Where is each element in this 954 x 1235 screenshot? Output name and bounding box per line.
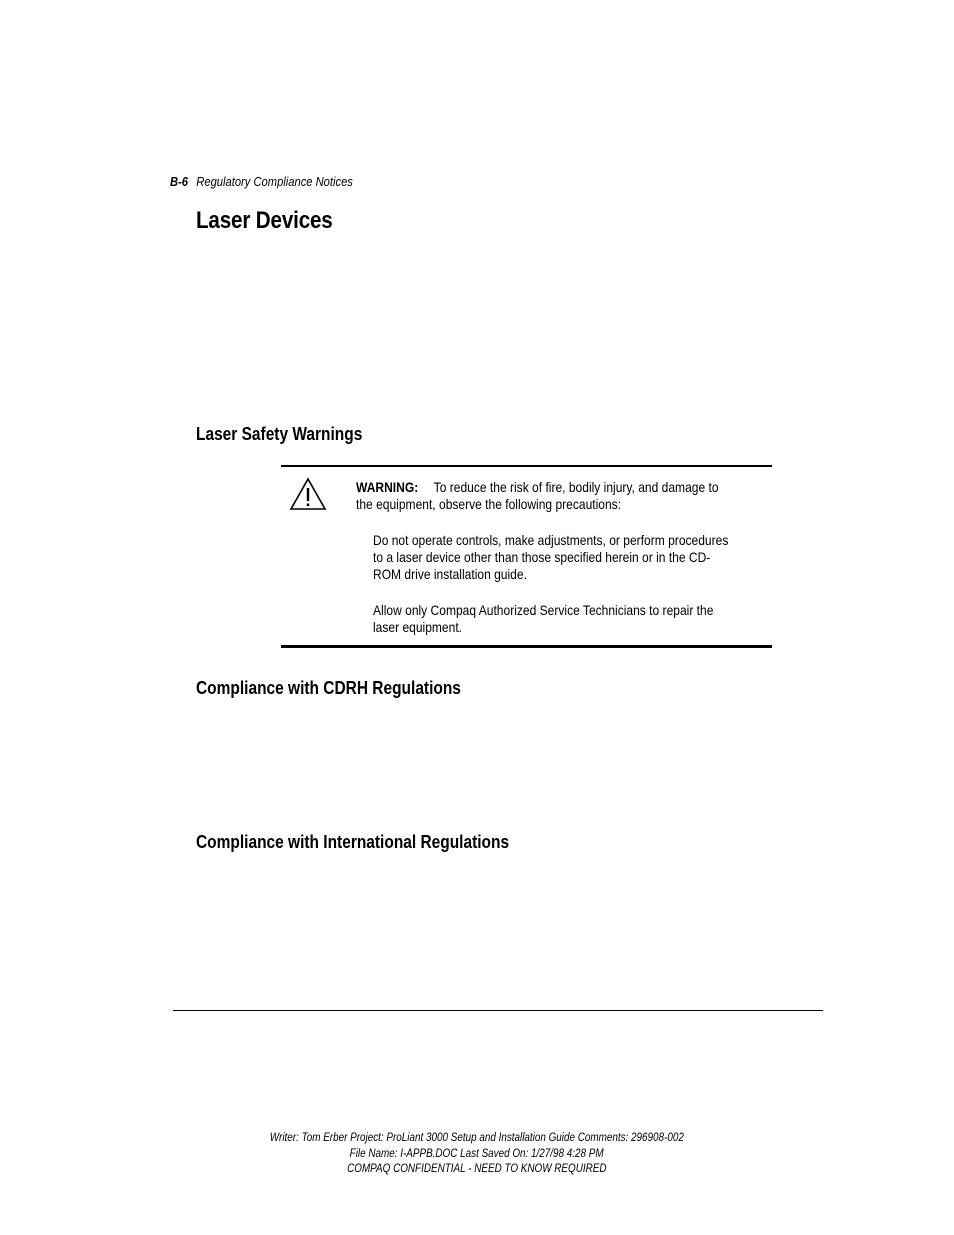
warning-intro-text: To reduce the risk of fire, bodily injury, and damage to <box>433 479 719 495</box>
warning-intro-line2: the equipment, observe the following precautions: <box>356 496 622 512</box>
warning-item2-line2: laser equipment. <box>373 619 463 635</box>
warning-box <box>281 465 772 648</box>
warning-item2-line1: Allow only Compaq Authorized Service Technicians to repair the <box>373 602 714 618</box>
warning-triangle-icon <box>289 477 327 511</box>
heading-cdrh-regulations: Compliance with CDRH Regulations <box>196 678 461 698</box>
warning-intro-line1 <box>356 479 719 496</box>
warning-label: WARNING: <box>356 479 419 495</box>
heading-laser-safety-warnings: Laser Safety Warnings <box>196 424 363 444</box>
section-title: Regulatory Compliance Notices <box>196 174 353 189</box>
footer-divider <box>173 1010 823 1011</box>
footer-confidential: COMPAQ CONFIDENTIAL - NEED TO KNOW REQUIRED <box>347 1163 607 1175</box>
running-head <box>170 174 353 189</box>
footer-line-3 <box>0 1163 954 1175</box>
heading-international-regulations: Compliance with International Regulations <box>196 832 510 852</box>
footer-line-1 <box>0 1132 954 1144</box>
footer-writer-project: Writer: Tom Erber Project: ProLiant 3000 Setup and Installation Guide Comments: 296908-002 <box>269 1132 685 1144</box>
warning-item1-line1: Do not operate controls, make adjustments, or perform procedures <box>373 532 729 548</box>
page-number: B-6 <box>170 174 189 189</box>
page-title: Laser Devices <box>196 207 333 234</box>
warning-item1-line2: to a laser device other than those specified herein or in the CD- <box>373 549 711 565</box>
footer-file-name: File Name: I-APPB.DOC Last Saved On: 1/27/98 4:28 PM <box>350 1148 604 1160</box>
footer-line-2 <box>0 1148 954 1160</box>
warning-item1-line3: ROM drive installation guide. <box>373 566 527 582</box>
